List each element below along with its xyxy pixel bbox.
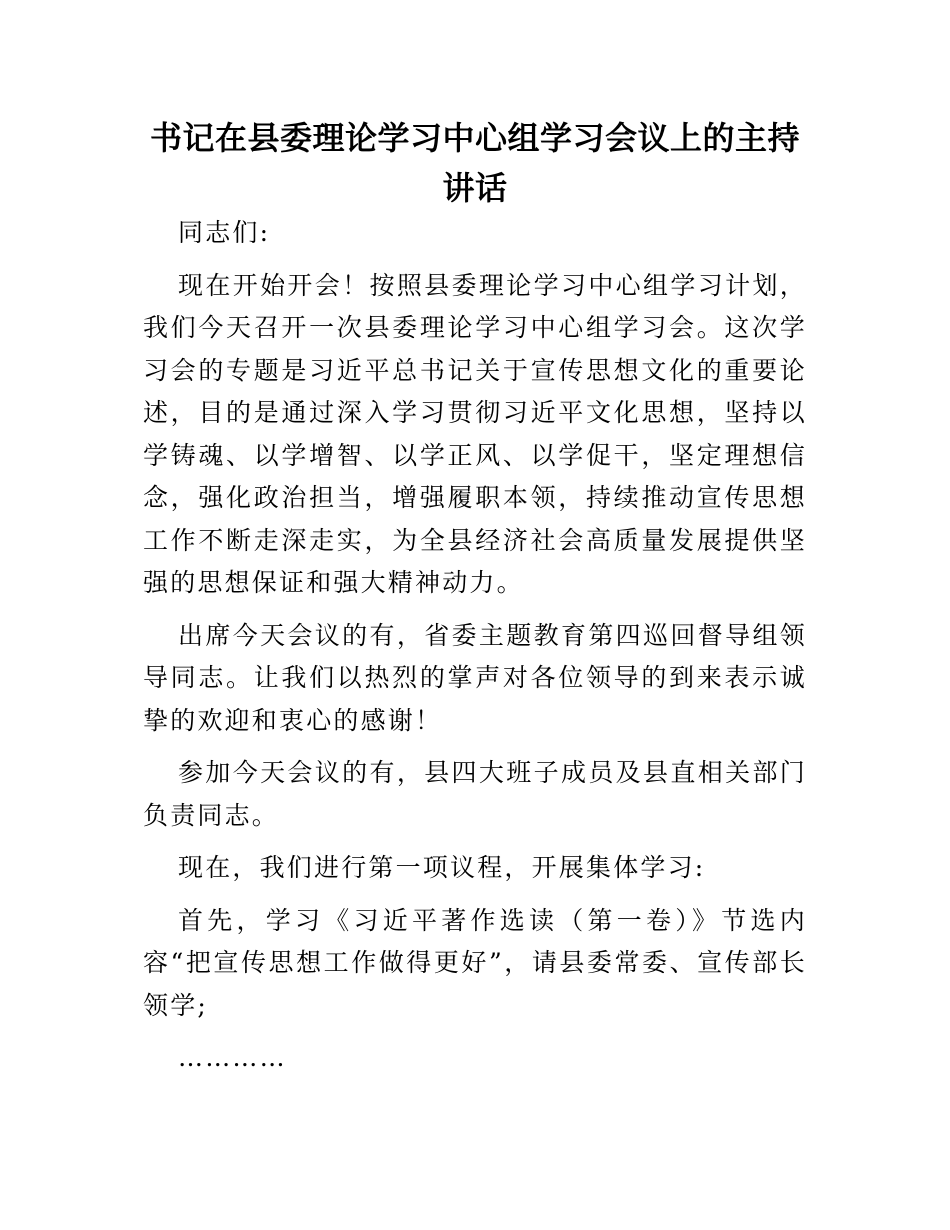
paragraph-participants: 参加今天会议的有，县四大班子成员及县直相关部门负责同志。	[143, 758, 807, 830]
paragraph-attending-leaders: 出席今天会议的有，省委主题教育第四巡回督导组领导同志。让我们以热烈的掌声对各位领导的到来表示诚挚的欢迎和衷心的感谢！	[143, 620, 807, 735]
paragraph-opening: 现在开始开会！按照县委理论学习中心组学习计划，我们今天召开一次县委理论学习中心组学习会。这次学习会的专题是习近平总书记关于宣传思想文化的重要论述，目的是通过深入学习贯彻习近平文化思想，坚持以学铸魂、以学增智、以学正风、以学促干，坚定理想信念，强化政治担当，增强履职本领，持续推动宣传思想工作不断走深走实，为全县经济社会高质量发展提供坚强的思想保证和强大精神动力。	[143, 270, 807, 597]
salutation: 同志们:	[178, 218, 271, 247]
document-body	[143, 212, 807, 1090]
paragraph-agenda-item: 现在，我们进行第一项议程，开展集体学习:	[178, 853, 706, 882]
document-title: 书记在县委理论学习中心组学习会议上的主持讲话	[149, 119, 800, 207]
paragraph-study-reading: 首先，学习《习近平著作选读（第一卷）》节选内容“把宣传思想工作做得更好”，请县委常委、宣传部长领学;	[143, 905, 807, 1020]
paragraph-ellipsis: …………	[178, 1043, 287, 1072]
